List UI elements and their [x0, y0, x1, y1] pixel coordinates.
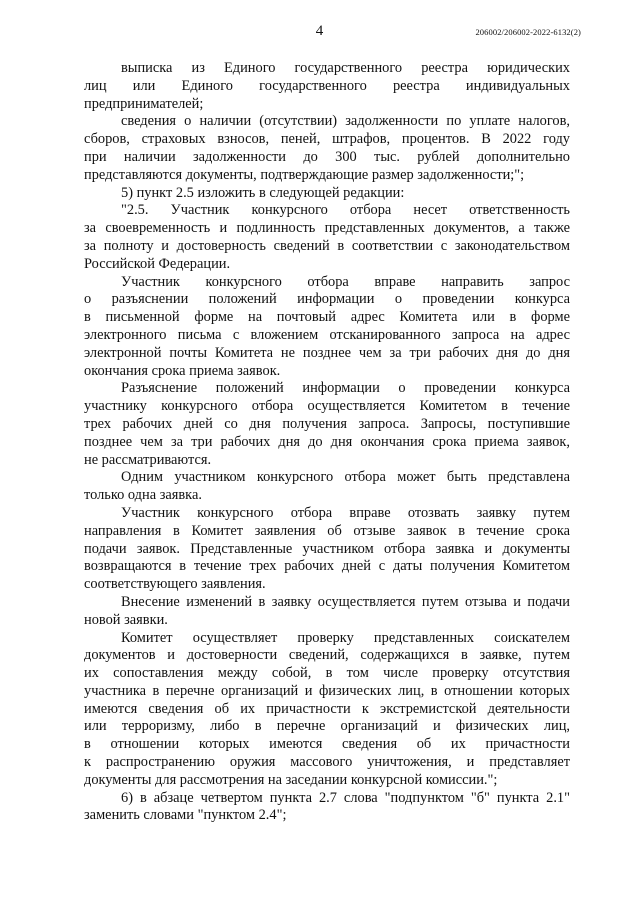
text-line: подачи заявок. Представленные участником отбора заявка и документы	[84, 540, 570, 557]
text-line: направления в Комитет заявления об отзыве заявок в течение срока	[84, 522, 570, 539]
text-line: имеются сведения об их причастности к экстремистской деятельности	[84, 700, 570, 717]
text-line: 5) пункт 2.5 изложить в следующей редакции:	[121, 184, 405, 201]
text-line: сведения о наличии (отсутствии) задолженности по уплате налогов,	[121, 113, 570, 130]
text-line: в отношении которых имеются сведения об их причастности	[84, 736, 570, 753]
text-line: участнику конкурсного отбора осуществляется Комитетом в течение	[84, 398, 570, 415]
text-line: окончания срока приема заявок.	[84, 362, 281, 379]
page-number: 4	[315, 23, 324, 39]
text-line: "2.5. Участник конкурсного отбора несет ответственность	[121, 202, 570, 219]
text-line: представляются документы, подтверждающие размер задолженности;";	[84, 166, 525, 183]
text-line: документов и достоверности сведений, содержащихся в заявке, путем	[84, 647, 570, 664]
document-body	[84, 60, 570, 825]
text-line: соответствующего заявления.	[84, 576, 266, 593]
text-line: сборов, страховых взносов, пеней, штрафов, процентов. В 2022 году	[84, 131, 570, 148]
text-line: заменить словами "пунктом 2.4";	[84, 807, 287, 824]
text-line: Одним участником конкурсного отбора может быть представлена	[121, 469, 570, 486]
text-line: Комитет осуществляет проверку представленных соискателем	[121, 629, 570, 646]
text-line: Российской Федерации.	[84, 255, 231, 272]
text-line: Внесение изменений в заявку осуществляется путем отзыва и подачи	[121, 593, 570, 610]
text-line: выписка из Единого государственного реестра юридических	[121, 60, 570, 76]
text-line: Участник конкурсного отбора вправе направить запрос	[121, 273, 570, 290]
text-line: при наличии задолженности до 300 тыс. рублей дополнительно	[84, 148, 570, 165]
text-line: участника в перечне организаций и физических лиц, в отношении которых	[84, 682, 570, 699]
text-line: к распространению оружия массового уничтожения, и представляет	[84, 754, 570, 771]
text-line: документы для рассмотрения на заседании конкурсной комиссии.";	[84, 771, 498, 788]
text-line: в письменной форме на почтовый адрес Комитета или в форме	[84, 309, 570, 326]
text-line: новой заявки.	[84, 611, 168, 628]
text-line: лиц или Единого государственного реестра индивидуальных	[84, 77, 570, 94]
text-line: о разъяснении положений информации о проведении конкурса	[84, 291, 570, 308]
text-line: за своевременность и подлинность представленных документов, а также	[84, 220, 570, 237]
text-line: возвращаются в течение трех рабочих дней с даты получения Комитетом	[84, 558, 570, 575]
text-line: Участник конкурсного отбора вправе отозвать заявку путем	[121, 504, 570, 521]
text-line: или терроризму, либо в перечне организаций и физических лиц,	[84, 718, 570, 735]
text-line: Разъяснение положений информации о проведении конкурса	[121, 380, 570, 397]
text-line: позднее чем за три рабочих дня до дня окончания срока приема заявок,	[84, 433, 570, 450]
text-line: 6) в абзаце четвертом пункта 2.7 слова "подпунктом "б" пункта 2.1"	[121, 789, 570, 806]
text-line: не рассматриваются.	[84, 451, 212, 468]
document-code: 206002/206002-2022-6132(2)	[475, 27, 581, 37]
text-line: за полноту и достоверность сведений в соответствии с законодательством	[84, 237, 570, 254]
text-line: их сопоставления между собой, в том числе проверку отсутствия	[84, 665, 570, 682]
text-line: только одна заявка.	[84, 487, 202, 504]
text-line: электронного письма с вложением отсканированного запроса на адрес	[84, 326, 570, 343]
text-line: предпринимателей;	[84, 95, 204, 112]
text-line: трех рабочих дней со дня получения запроса. Запросы, поступившие	[84, 415, 570, 432]
text-line: электронной почты Комитета не позднее чем за три рабочих дня до дня	[84, 344, 570, 361]
